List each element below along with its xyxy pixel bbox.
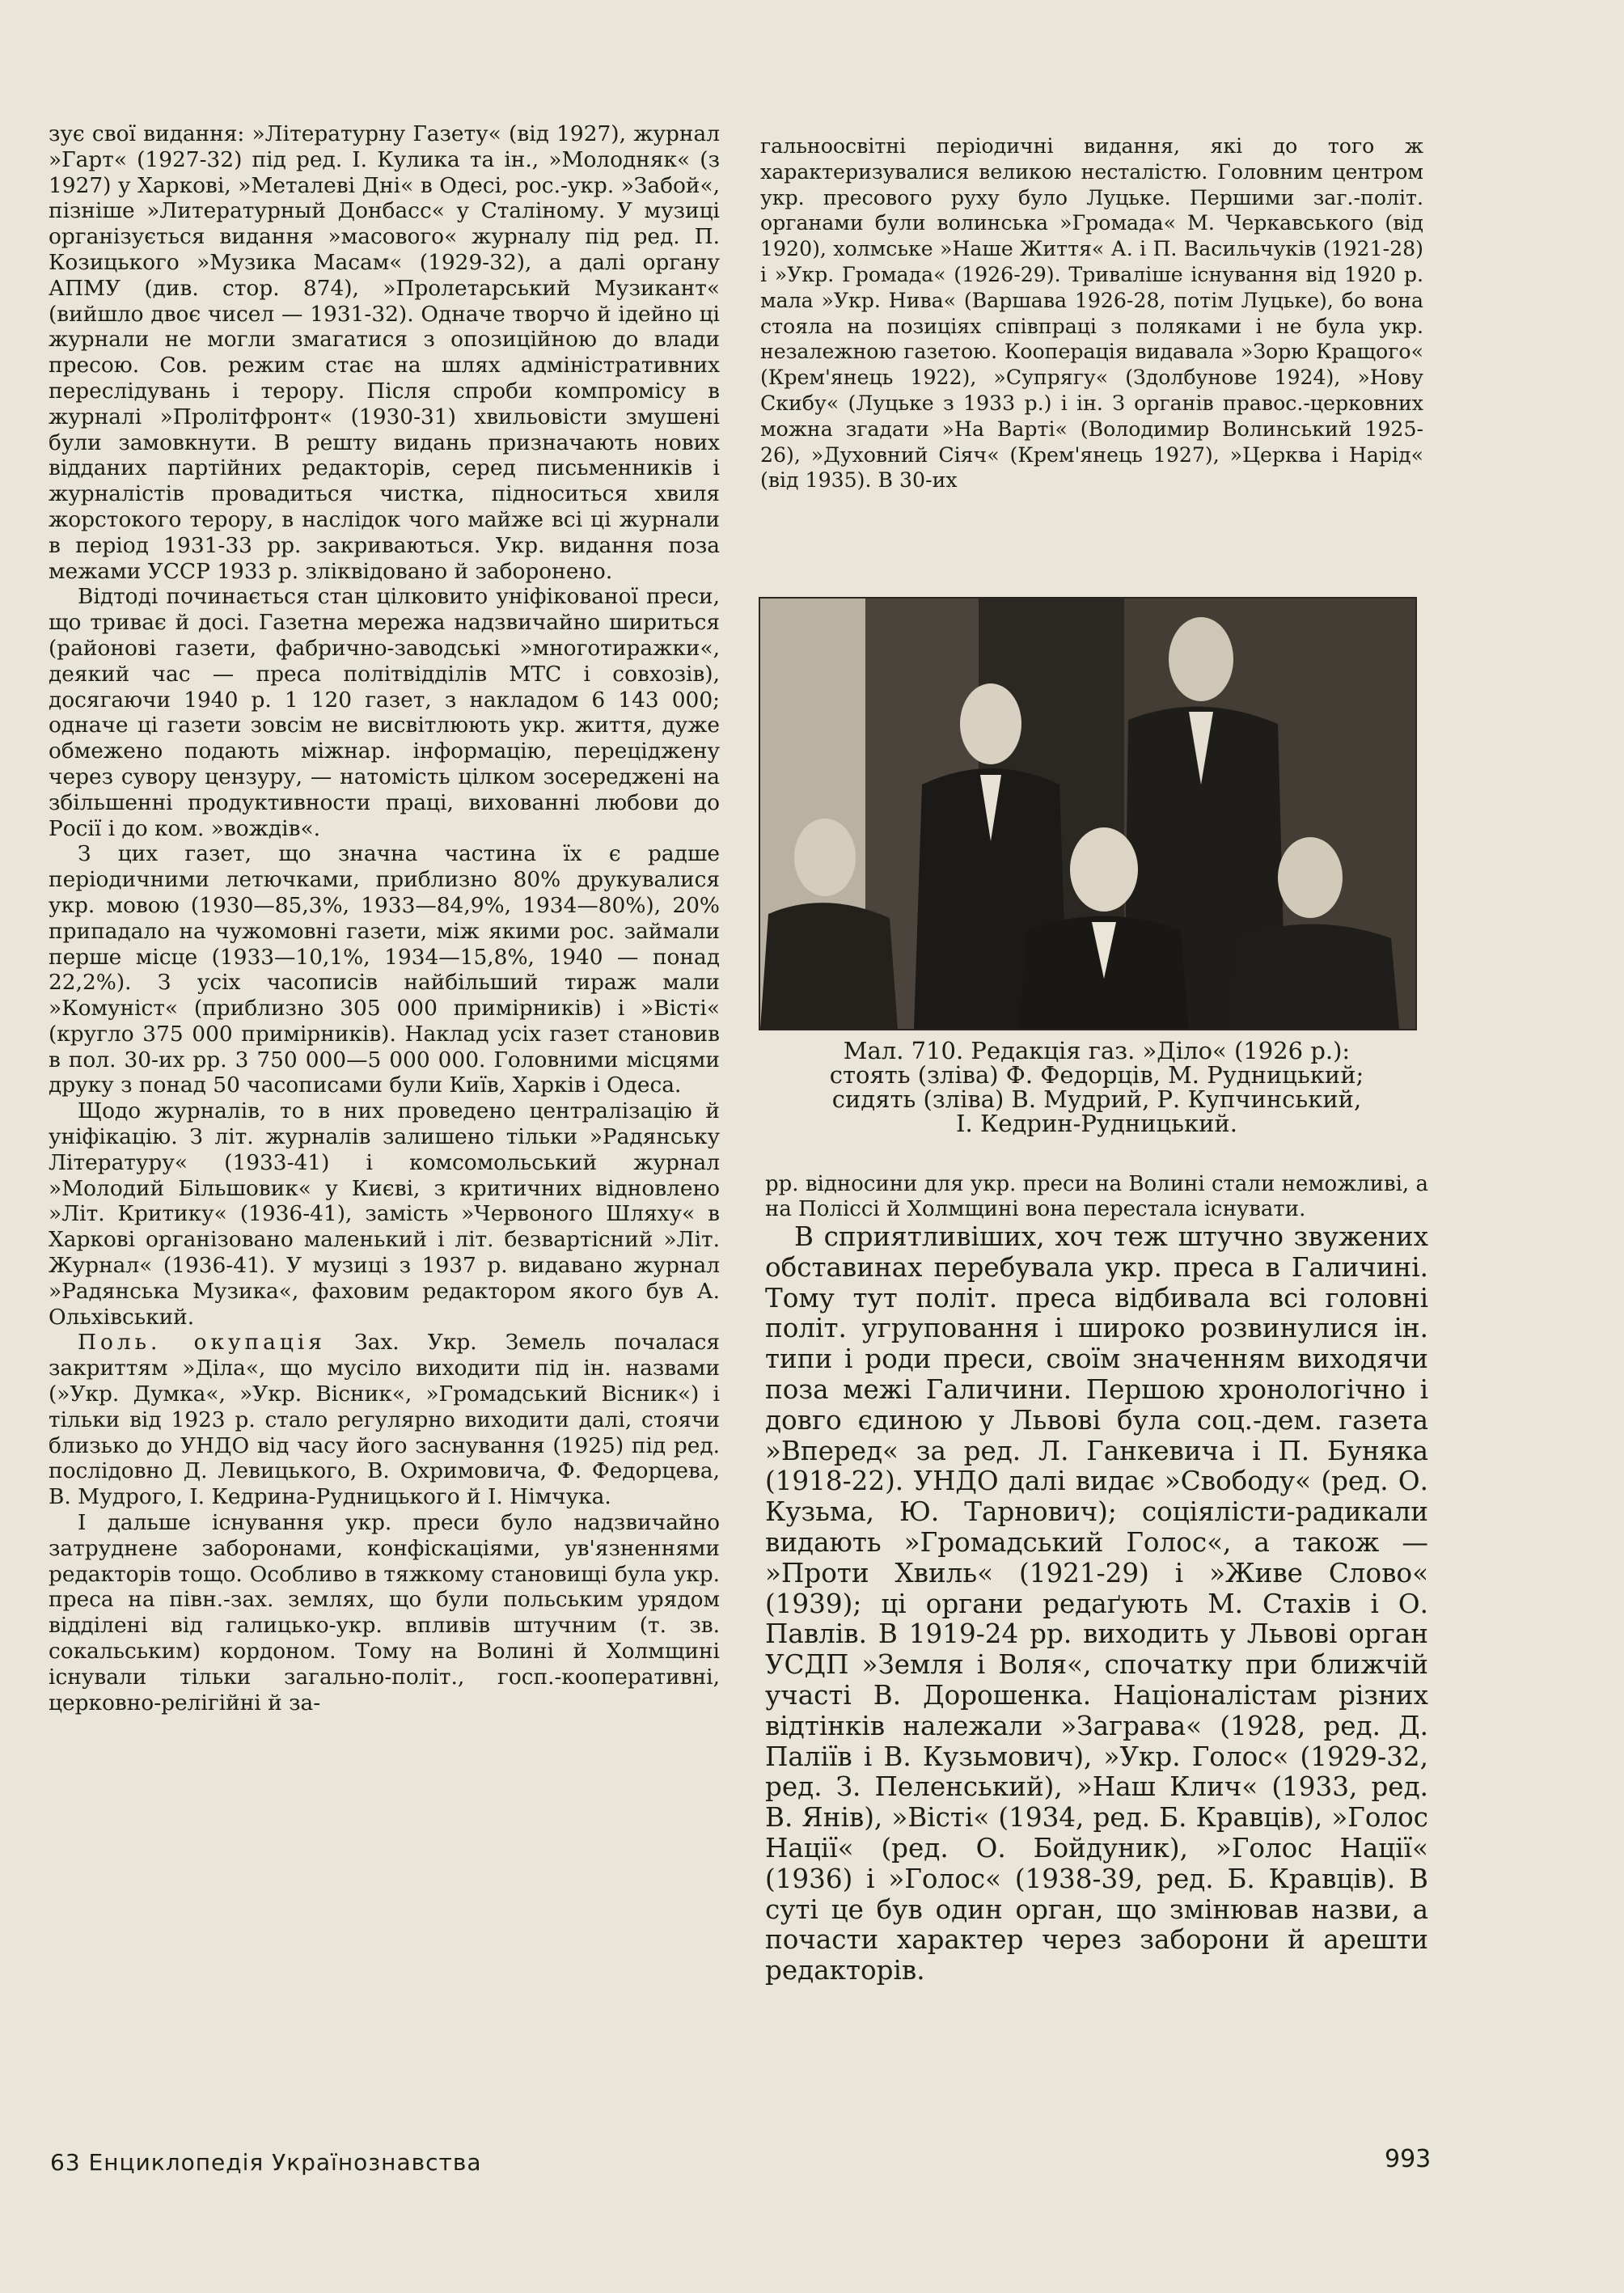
- section-heading: Поль. окупація: [78, 1330, 326, 1356]
- right-column-top: [760, 133, 1423, 493]
- caption-line: сидять (зліва) В. Мудрий, Р. Купчинський,: [831, 1085, 1362, 1113]
- paragraph: Щодо журналів, то в них проведено централізацію й уніфікацію. З літ. журналів залишено тільки »Радянську Літературу« (1933-41) і комсомольський журнал »Молодий Більшовик« у Києві, з критичних відновлено »Літ. Критику« (1936-41), замість »Червоного Шляху« в Харкові організовано маленький і літ. безвартісний »Літ. Журнал« (1936-41). У музиці з 1937 р. видавано журнал »Радянська Музика«, фаховим редактором якого був А. Ольхівський.: [49, 1098, 720, 1330]
- caption-line: Мал. 710. Редакція газ. »Діло« (1926 р.):: [843, 1037, 1351, 1064]
- paragraph: В сприятливіших, хоч теж штучно звужених обставинах перебувала укр. преса в Галичині. Тому тут політ. преса відбивала всі головні політ. угруповання і широко розвинулися ін. типи і роди преси, своїм значенням виходячи поза межі Галичини. Першою хронологічно і довго єдиною у Львові була соц.-дем. газета »Вперед« за ред. Л. Ганкевича і П. Буняка (1918-22). УНДО далі видає »Свободу« (ред. О. Кузьма, Ю. Тарнович); соціялісти-радикали видають »Громадський Голос«, а також — »Проти Хвиль« (1921-29) і »Живе Слово« (1939); ці органи редаґують М. Стахів і О. Павлів. В 1919-24 рр. виходить у Львові орган УСДП »Земля і Воля«, спочатку при ближчій участі В. Дорошенка. Націоналістам різних відтінків належали »Заграва« (1928, ред. Д. Паліїв і В. Кузьмович), »Укр. Голос« (1929-32, ред. З. Пеленський), »Наш Клич« (1933, ред. В. Янів), »Вісті« (1934, ред. Б. Кравців), »Голос Нації« (ред. О. Бойдуник), »Голос Нації« (1936) і »Голос« (1938-39, ред. Б. Кравців). В суті це був один орган, що змінював назви, а почасти характер через заборони й арешти редакторів.: [765, 1221, 1428, 1986]
- right-column-bottom: [765, 1172, 1428, 1986]
- paragraph: І дальше існування укр. преси було надзвичайно затруднене заборонами, конфіскаціями, ув'язненнями редакторів тощо. Особливо в тяжкому становищі була укр. преса на півн.-зах. землях, що були польським урядом відділені від галицько-укр. впливів штучним (т. зв. сокальським) кордоном. Тому на Волині й Холмщині існували тільки загально-політ., госп.-кооперативні, церковно-релігійні й за-: [49, 1510, 720, 1716]
- caption-line: І. Кедрин-Рудницький.: [956, 1110, 1237, 1137]
- paragraph: рр. відносини для укр. преси на Волині стали неможливі, а на Поліссі й Холмщині вона перестала існувати.: [765, 1172, 1428, 1221]
- left-column: [49, 121, 720, 1716]
- page-number: 993: [1385, 2145, 1432, 2173]
- footer-source: 63 Енциклопедія Українознавства: [50, 2149, 482, 2176]
- paragraph: гальноосвітні періодичні видання, які до того ж характеризувалися великою несталістю. Головним центром укр. пресового руху було Луцьке. Першими заг.-політ. органами були волинська »Громада« М. Черкавського (від 1920), холмське »Наше Життя« А. і П. Васильчуків (1921-28) і »Укр. Громада« (1926-29). Триваліше існування від 1920 р. мала »Укр. Нива« (Варшава 1926-28, потім Луцьке), бо вона стояла на позиціях співпраці з поляками і не була укр. незалежною газетою. Кооперація видавала »Зорю Кращого« (Крем'янець 1922), »Супрягу« (Здолбунове 1924), »Нову Скибу« (Луцьке з 1933 р.) і ін. З органів правос.-церковних можна згадати »На Варті« (Володимир Волинський 1925-26), »Духовний Сіяч« (Крем'янець 1927), »Церква і Нарід« (від 1935). В 30-их: [760, 134, 1423, 493]
- photo-dilo-editorial: [759, 597, 1417, 1030]
- paragraph-polish-occupation: [49, 1330, 720, 1510]
- paragraph: З цих газет, що значна частина їх є радше періодичними летючками, приблизно 80% друкувалися укр. мовою (1930—85,3%, 1933—84,9%, 1934—80%), 20% припадало на чужомовні газети, між якими рос. займали перше місце (1933—10,1%, 1934—15,8%, 1940 — понад 22,2%). З усіх часописів найбільший тираж мали »Комуніст« (приблизно 305 000 примірників) і »Вісті« (кругло 375 000 примірників). Наклад усіх газет становив в пол. 30-их рр. 3 750 000—5 000 000. Головними місцями друку з понад 50 часописами були Київ, Харків і Одеса.: [49, 841, 720, 1098]
- photo-illustration: [760, 599, 1415, 1029]
- paragraph: зує свої видання: »Літературну Газету« (від 1927), журнал »Гарт« (1927-32) під ред. І. Кулика та ін., »Молодняк« (з 1927) у Харкові, »Металеві Дні« в Одесі, рос.-укр. »Забой«, пізніше »Литературный Донбасс« у Сталіному. У музиці організується видання »масового« журналу під ред. П. Козицького »Музика Масам« (1929-32), а далі органу АПМУ (див. стор. 874), »Пролетарський Музикант« (вийшло двоє чисел — 1931-32). Одначе творчо й ідейно ці журнали не могли змагатися з опозиційною до влади пресою. Сов. режим стає на шлях адміністративних переслідувань і терору. Після спроби компромісу в журналі »Пролітфронт« (1930-31) хвильовісти змушені були замовкнути. В решту видань призначають нових відданих партійних редакторів, серед письменників і журналістів провадиться чистка, підноситься хвиля жорстокого терору, в наслідок чого майже всі ці журнали в період 1931-33 рр. закриваються. Укр. видання поза межами УССР 1933 р. зліквідовано й заборонено.: [49, 121, 720, 584]
- paragraph-text: Зах. Укр. Земель почалася закриттям »Діла«, що мусіло виходити під ін. назвами (»Укр. Думка«, »Укр. Вісник«, »Громадський Вісник«) і тільки від 1923 р. стало регулярно виходити далі, стоячи близько до УНДО від часу його заснування (1925) під ред. послідовно Д. Левицького, В. Охримовича, Ф. Федорцева, В. Мудрого, І. Кедрина-Рудницького й І. Німчука.: [49, 1330, 721, 1510]
- paragraph: Відтоді починається стан цілковито уніфікованої преси, що триває й досі. Газетна мережа надзвичайно шириться (районові газети, фабрично-заводські »многотиражки«, деякий час — преса політвідділів МТС і совхозів), досягаючи 1940 р. 1 120 газет, з накладом 6 143 000; одначе ці газети зовсім не висвітлюють укр. життя, дуже обмежено подають міжнар. інформацію, переціджену через сувору цензуру, — натомість цілком зосереджені на збільшенні продуктивности праці, вихованні любови до Росії і до ком. »вождів«.: [49, 584, 720, 841]
- caption-line: стоять (зліва) Ф. Федорців, М. Рудницький;: [829, 1061, 1364, 1089]
- photo-caption: [765, 1039, 1428, 1136]
